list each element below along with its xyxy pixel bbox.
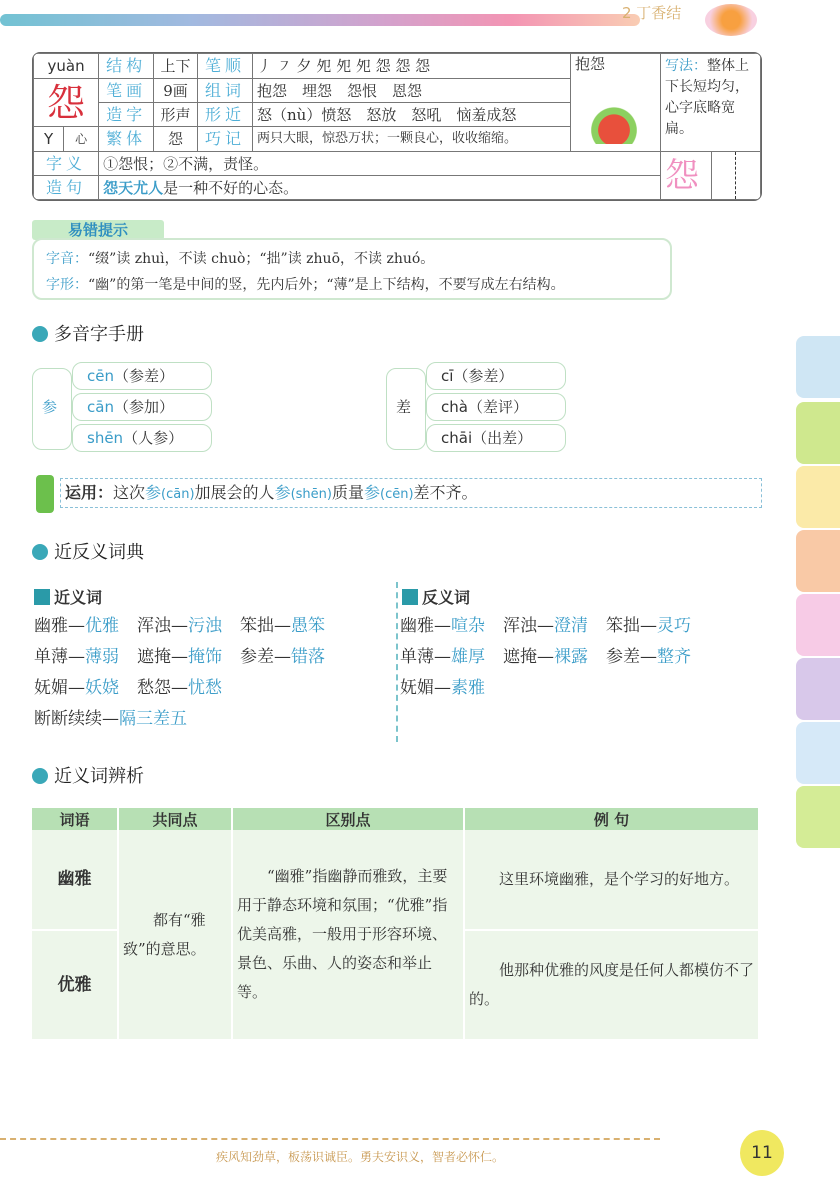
related-word: 澄清 [554, 616, 588, 636]
sentence-text: 差不齐。 [413, 483, 478, 502]
side-tab[interactable] [796, 722, 840, 784]
side-tab[interactable] [796, 466, 840, 528]
sound-label: 字音： [46, 251, 88, 267]
col-header: 词语 [32, 808, 118, 830]
word-row [34, 704, 343, 735]
common-cell: 都有“雅致”的意思。 [118, 830, 232, 1040]
section-title-text: 多音字手册 [54, 324, 144, 345]
related-word: 妖娆 [85, 678, 119, 698]
word: 单薄— [400, 647, 451, 667]
section-title-text: 近反义词典 [54, 542, 144, 563]
side-tab[interactable] [796, 658, 840, 720]
pinyin-annotation: (shēn) [290, 487, 332, 502]
section-title-text: 近义词辨析 [54, 766, 144, 787]
footer-quote: 疾风知劲草，板荡识诚臣。勇夫安识义，智者必怀仁。 [215, 1150, 504, 1164]
word-row [34, 642, 343, 673]
word-pair [400, 616, 485, 636]
label-order: 笔顺 [197, 54, 252, 79]
word: 遮掩— [137, 647, 188, 667]
word: 浑浊— [137, 616, 188, 636]
word-pair [503, 616, 588, 636]
word-pair [400, 678, 485, 698]
header-decoration [0, 14, 640, 26]
polyphone-item [72, 362, 212, 390]
word: 单薄— [34, 647, 85, 667]
synonyms-title [34, 585, 102, 608]
sound-tip: “缀”读 zhuì，不读 chuò；“拙”读 zhuō，不读 zhuó。 [88, 251, 435, 267]
label-traditional: 繁体 [99, 127, 154, 152]
synonym-list [34, 611, 343, 735]
word-pair [34, 678, 119, 698]
tips-title: 易错提示 [32, 220, 164, 240]
polyphone-char: 差 [396, 398, 412, 416]
polyphone-item [426, 362, 566, 390]
character-card [32, 52, 762, 201]
polyphone-highlight: 参 [145, 483, 162, 502]
polyphone-item [426, 393, 566, 421]
example-cell: 他那种优雅的风度是任何人都模仿不了的。 [464, 930, 759, 1040]
example-cell: 这里环境幽雅，是个学习的好地方。 [464, 830, 759, 930]
word: 参差— [240, 647, 291, 667]
word: （参差） [113, 367, 174, 385]
shape-tip: “幽”的第一笔是中间的竖，先内后外；“薄”是上下结构，不要写成左右结构。 [88, 277, 565, 293]
polyphone-item [72, 424, 212, 452]
antonym-list [400, 611, 709, 704]
related-word: 优雅 [85, 616, 119, 636]
practice-char: 怨 [665, 155, 699, 196]
word-row [400, 673, 709, 704]
label-memory: 巧记 [197, 127, 252, 152]
traditional-value: 怨 [154, 127, 198, 152]
section-bullet-icon [32, 544, 48, 560]
pinyin-annotation: (cān) [161, 487, 195, 502]
related-word: 愚笨 [291, 616, 325, 636]
writing-tip: 整体上下长短均匀，心字底略宽扁。 [665, 58, 749, 137]
pinyin: cēn [87, 367, 114, 385]
side-tab[interactable] [796, 336, 840, 398]
section-bullet-icon [32, 326, 48, 342]
related-word: 整齐 [657, 647, 691, 667]
mascot-icon [705, 4, 757, 36]
side-tab[interactable] [796, 402, 840, 464]
sentence-idiom: 怨天尤人 [103, 178, 164, 197]
word: （差评） [467, 398, 528, 416]
practice-grid [661, 152, 761, 200]
word-pair [240, 647, 325, 667]
label-structure: 结构 [99, 54, 154, 79]
pinyin-annotation: (cēn) [380, 487, 414, 502]
word-pair [606, 616, 691, 636]
radical: 心 [64, 127, 99, 152]
word-pair [240, 616, 325, 636]
structure-value: 上下 [154, 54, 198, 79]
related-word: 喧杂 [451, 616, 485, 636]
related-word: 灵巧 [657, 616, 691, 636]
word: 浑浊— [503, 616, 554, 636]
pinyin: yuàn [34, 54, 99, 79]
label-strokes: 笔画 [99, 79, 154, 103]
polyphone-section-title [32, 320, 144, 346]
word: 参差— [606, 647, 657, 667]
related-word: 雄厚 [451, 647, 485, 667]
section-bullet-icon [32, 768, 48, 784]
label-sentence: 造句 [34, 176, 99, 200]
pinyin: cī [441, 367, 454, 385]
shape-label: 字形： [46, 277, 88, 293]
related-word: 掩饰 [188, 647, 222, 667]
word-pair [137, 678, 222, 698]
word-pair [137, 616, 222, 636]
sentence-text: 这次 [113, 483, 146, 502]
related-word: 薄弱 [85, 647, 119, 667]
side-tab[interactable] [796, 530, 840, 592]
word: 愁怨— [137, 678, 188, 698]
word-pair [34, 616, 119, 636]
stroke-order: 丿 ㇇ 夕 夗 夗 夗 怨 怨 怨 [253, 54, 571, 79]
col-header: 区别点 [232, 808, 464, 830]
main-character: 怨 [34, 79, 99, 127]
related-word: 污浊 [188, 616, 222, 636]
word: 遮掩— [503, 647, 554, 667]
sentence-text: 加展会的人 [194, 483, 275, 502]
word-row [400, 642, 709, 673]
word: 笨拙— [240, 616, 291, 636]
pinyin: shēn [87, 429, 124, 447]
word: （参加） [113, 398, 174, 416]
pinyin: chāi [441, 429, 473, 447]
formation-value: 形声 [154, 103, 198, 127]
subtitle-text: 近义词 [54, 588, 103, 607]
sentence-rest: 是一种不好的心态。 [163, 178, 299, 197]
meaning: ①怨恨；②不满，责怪。 [99, 152, 661, 176]
word: 笨拙— [606, 616, 657, 636]
radical-label: Y [34, 127, 64, 152]
related-word: 素雅 [451, 678, 485, 698]
word-pair [34, 709, 187, 729]
polyphone-item [426, 424, 566, 452]
subtitle-text: 反义词 [422, 588, 471, 607]
word-pair [400, 647, 485, 667]
word-list: 抱怨 埋怨 怨恨 恩怨 [253, 79, 571, 103]
related-word: 隔三差五 [119, 709, 187, 729]
page-number: 11 [740, 1130, 784, 1176]
difference-cell: “幽雅”指幽静而雅致，主要用于静态环境和氛围；“优雅”指优美高雅，一般用于形容环境、景色、乐曲、人的姿态和举止等。 [232, 830, 464, 1040]
antonyms-title [402, 585, 470, 608]
word-pair [137, 647, 222, 667]
word: （人参） [123, 429, 184, 447]
comparison-table [32, 808, 760, 1041]
word-pair [34, 647, 119, 667]
polyphone-highlight: 参 [274, 483, 291, 502]
usage-example [60, 478, 762, 508]
similar-chars: 怒（nù）愤怒 怒放 怒吼 恼羞成怒 [253, 103, 571, 127]
word: 幽雅— [400, 616, 451, 636]
strokes-value: 9画 [154, 79, 198, 103]
col-header: 例 句 [464, 808, 759, 830]
word: （参差） [453, 367, 514, 385]
picture-caption: 抱怨 [575, 55, 606, 73]
word-row [400, 611, 709, 642]
word: （出差） [472, 429, 533, 447]
word-pair [606, 647, 691, 667]
label-similar: 形近 [197, 103, 252, 127]
arrow-icon [402, 589, 418, 605]
word-pair [503, 647, 588, 667]
polyphone-item [72, 393, 212, 421]
polyphone-highlight: 参 [364, 483, 381, 502]
related-word: 错落 [291, 647, 325, 667]
footer-line [0, 1138, 660, 1140]
related-word: 忧愁 [188, 678, 222, 698]
word: 妩媚— [400, 678, 451, 698]
dictionary-section-title [32, 538, 144, 564]
word: 断断续续— [34, 709, 119, 729]
word: 妩媚— [34, 678, 85, 698]
pinyin: cān [87, 398, 114, 416]
word-cell: 优雅 [32, 930, 118, 1040]
word-row [34, 611, 343, 642]
tips-box [32, 238, 672, 300]
memory-tip: 两只大眼，惊恐万状；一颗良心，收收缩缩。 [253, 127, 571, 152]
side-tab[interactable] [796, 594, 840, 656]
writing-label: 写法： [665, 58, 707, 74]
polyphone-char: 参 [42, 398, 58, 416]
usage-label: 运用： [65, 483, 114, 502]
pinyin: chà [441, 398, 468, 416]
analysis-section-title [32, 762, 144, 788]
divider [396, 582, 398, 742]
word-cell: 幽雅 [32, 830, 118, 930]
col-header: 共同点 [118, 808, 232, 830]
pencil-icon [36, 475, 54, 513]
arrow-icon [34, 589, 50, 605]
word: 幽雅— [34, 616, 85, 636]
usage-sentence [113, 483, 478, 502]
label-words: 组词 [197, 79, 252, 103]
label-formation: 造字 [99, 103, 154, 127]
word-row [34, 673, 343, 704]
related-word: 裸露 [554, 647, 588, 667]
chapter-title: 2 丁香结 [622, 4, 682, 22]
side-tab[interactable] [796, 786, 840, 848]
label-meaning: 字义 [34, 152, 99, 176]
cartoon-illustration [583, 98, 645, 144]
sentence-text: 质量 [331, 483, 364, 502]
